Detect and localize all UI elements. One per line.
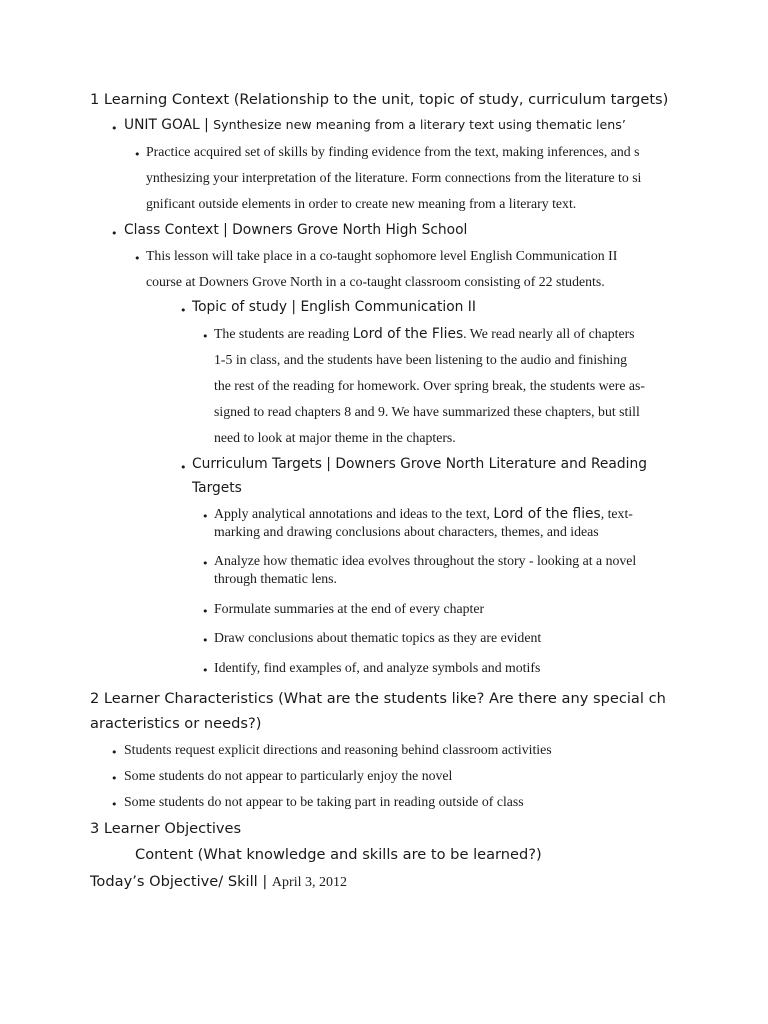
bullet: • — [180, 461, 187, 474]
topic-detail-line: signed to read chapters 8 and 9. We have summarized these chapters, but still — [214, 404, 640, 419]
topic-of-study-label: Topic of study | English Communication II — [192, 299, 476, 315]
content-heading: Content (What knowledge and skills are to be learned?) — [135, 846, 542, 863]
objective-date: April 3, 2012 — [271, 875, 347, 890]
class-context-detail-line: This lesson will take place in a co-taught sophomore level English Communication II — [146, 248, 618, 263]
section-1-heading: 1 Learning Context (Relationship to the unit, topic of study, curriculum targets) — [90, 91, 669, 108]
topic-detail-line: need to look at major theme in the chapters. — [214, 430, 456, 445]
target-text: Apply analytical annotations and ideas to the text, — [214, 506, 494, 521]
topic-text: . We read nearly all of chapters — [463, 326, 635, 341]
bullet: • — [202, 557, 209, 570]
characteristic-item: Some students do not appear to particularly enjoy the novel — [124, 768, 453, 783]
bullet: • — [202, 510, 209, 523]
unit-goal-item — [124, 117, 626, 133]
class-context-label: Class Context | Downers Grove North High School — [124, 222, 468, 238]
class-context-detail-line: course at Downers Grove North in a co-taught classroom consisting of 22 students. — [146, 274, 605, 289]
unit-goal-detail-line: gnificant outside elements in order to create new meaning from a literary text. — [146, 196, 577, 211]
target-text: , text- — [600, 506, 633, 521]
target-item — [214, 506, 633, 522]
characteristic-item: Students request explicit directions and reasoning behind classroom activities — [124, 742, 552, 757]
unit-goal-detail-line: Practice acquired set of skills by finding evidence from the text, making inferences, and s — [146, 144, 640, 159]
topic-text: The students are reading — [214, 326, 353, 341]
bullet: • — [134, 252, 141, 265]
unit-goal-text: Synthesize new meaning from a literary text using thematic lens’ — [213, 117, 626, 132]
target-item: Draw conclusions about thematic topics as they are evident — [214, 630, 542, 645]
section-2-heading-continued: aracteristics or needs?) — [90, 715, 262, 732]
bullet: • — [202, 330, 209, 343]
section-2-heading: 2 Learner Characteristics (What are the students like? Are there any special ch — [90, 690, 666, 707]
topic-detail-line: the rest of the reading for homework. Over spring break, the students were as- — [214, 378, 646, 393]
target-item: Identify, find examples of, and analyze symbols and motifs — [214, 660, 541, 675]
bullet: • — [202, 634, 209, 647]
curriculum-targets-label: Targets — [192, 480, 242, 496]
book-title: Lord of the Flies — [352, 326, 464, 342]
bullet: • — [111, 746, 118, 759]
bullet: • — [202, 605, 209, 618]
bullet: • — [134, 148, 141, 161]
bullet: • — [111, 227, 118, 240]
unit-goal-detail-line: ynthesizing your interpretation of the literature. Form connections from the literature to si — [146, 170, 642, 185]
target-item: Formulate summaries at the end of every chapter — [214, 601, 485, 616]
target-item: Analyze how thematic idea evolves throughout the story - looking at a novel — [214, 553, 637, 568]
bullet: • — [111, 798, 118, 811]
bullet: • — [111, 772, 118, 785]
book-title: Lord of the flies — [493, 506, 601, 522]
section-3-heading: 3 Learner Objectives — [90, 820, 242, 837]
bullet: • — [202, 664, 209, 677]
curriculum-targets-label: Curriculum Targets | Downers Grove North Literature and Reading — [192, 456, 647, 472]
todays-objective — [90, 873, 347, 891]
bullet: • — [180, 304, 187, 317]
topic-detail-line — [214, 326, 635, 342]
objective-label: Today’s Objective/ Skill | — [90, 873, 272, 890]
unit-goal-label: UNIT GOAL | — [124, 117, 214, 133]
topic-detail-line: 1-5 in class, and the students have been listening to the audio and finishing — [214, 352, 628, 367]
target-item-continued: through thematic lens. — [214, 571, 337, 586]
bullet: • — [111, 122, 118, 135]
characteristic-item: Some students do not appear to be taking part in reading outside of class — [124, 794, 524, 809]
target-item-continued: marking and drawing conclusions about characters, themes, and ideas — [214, 524, 599, 539]
